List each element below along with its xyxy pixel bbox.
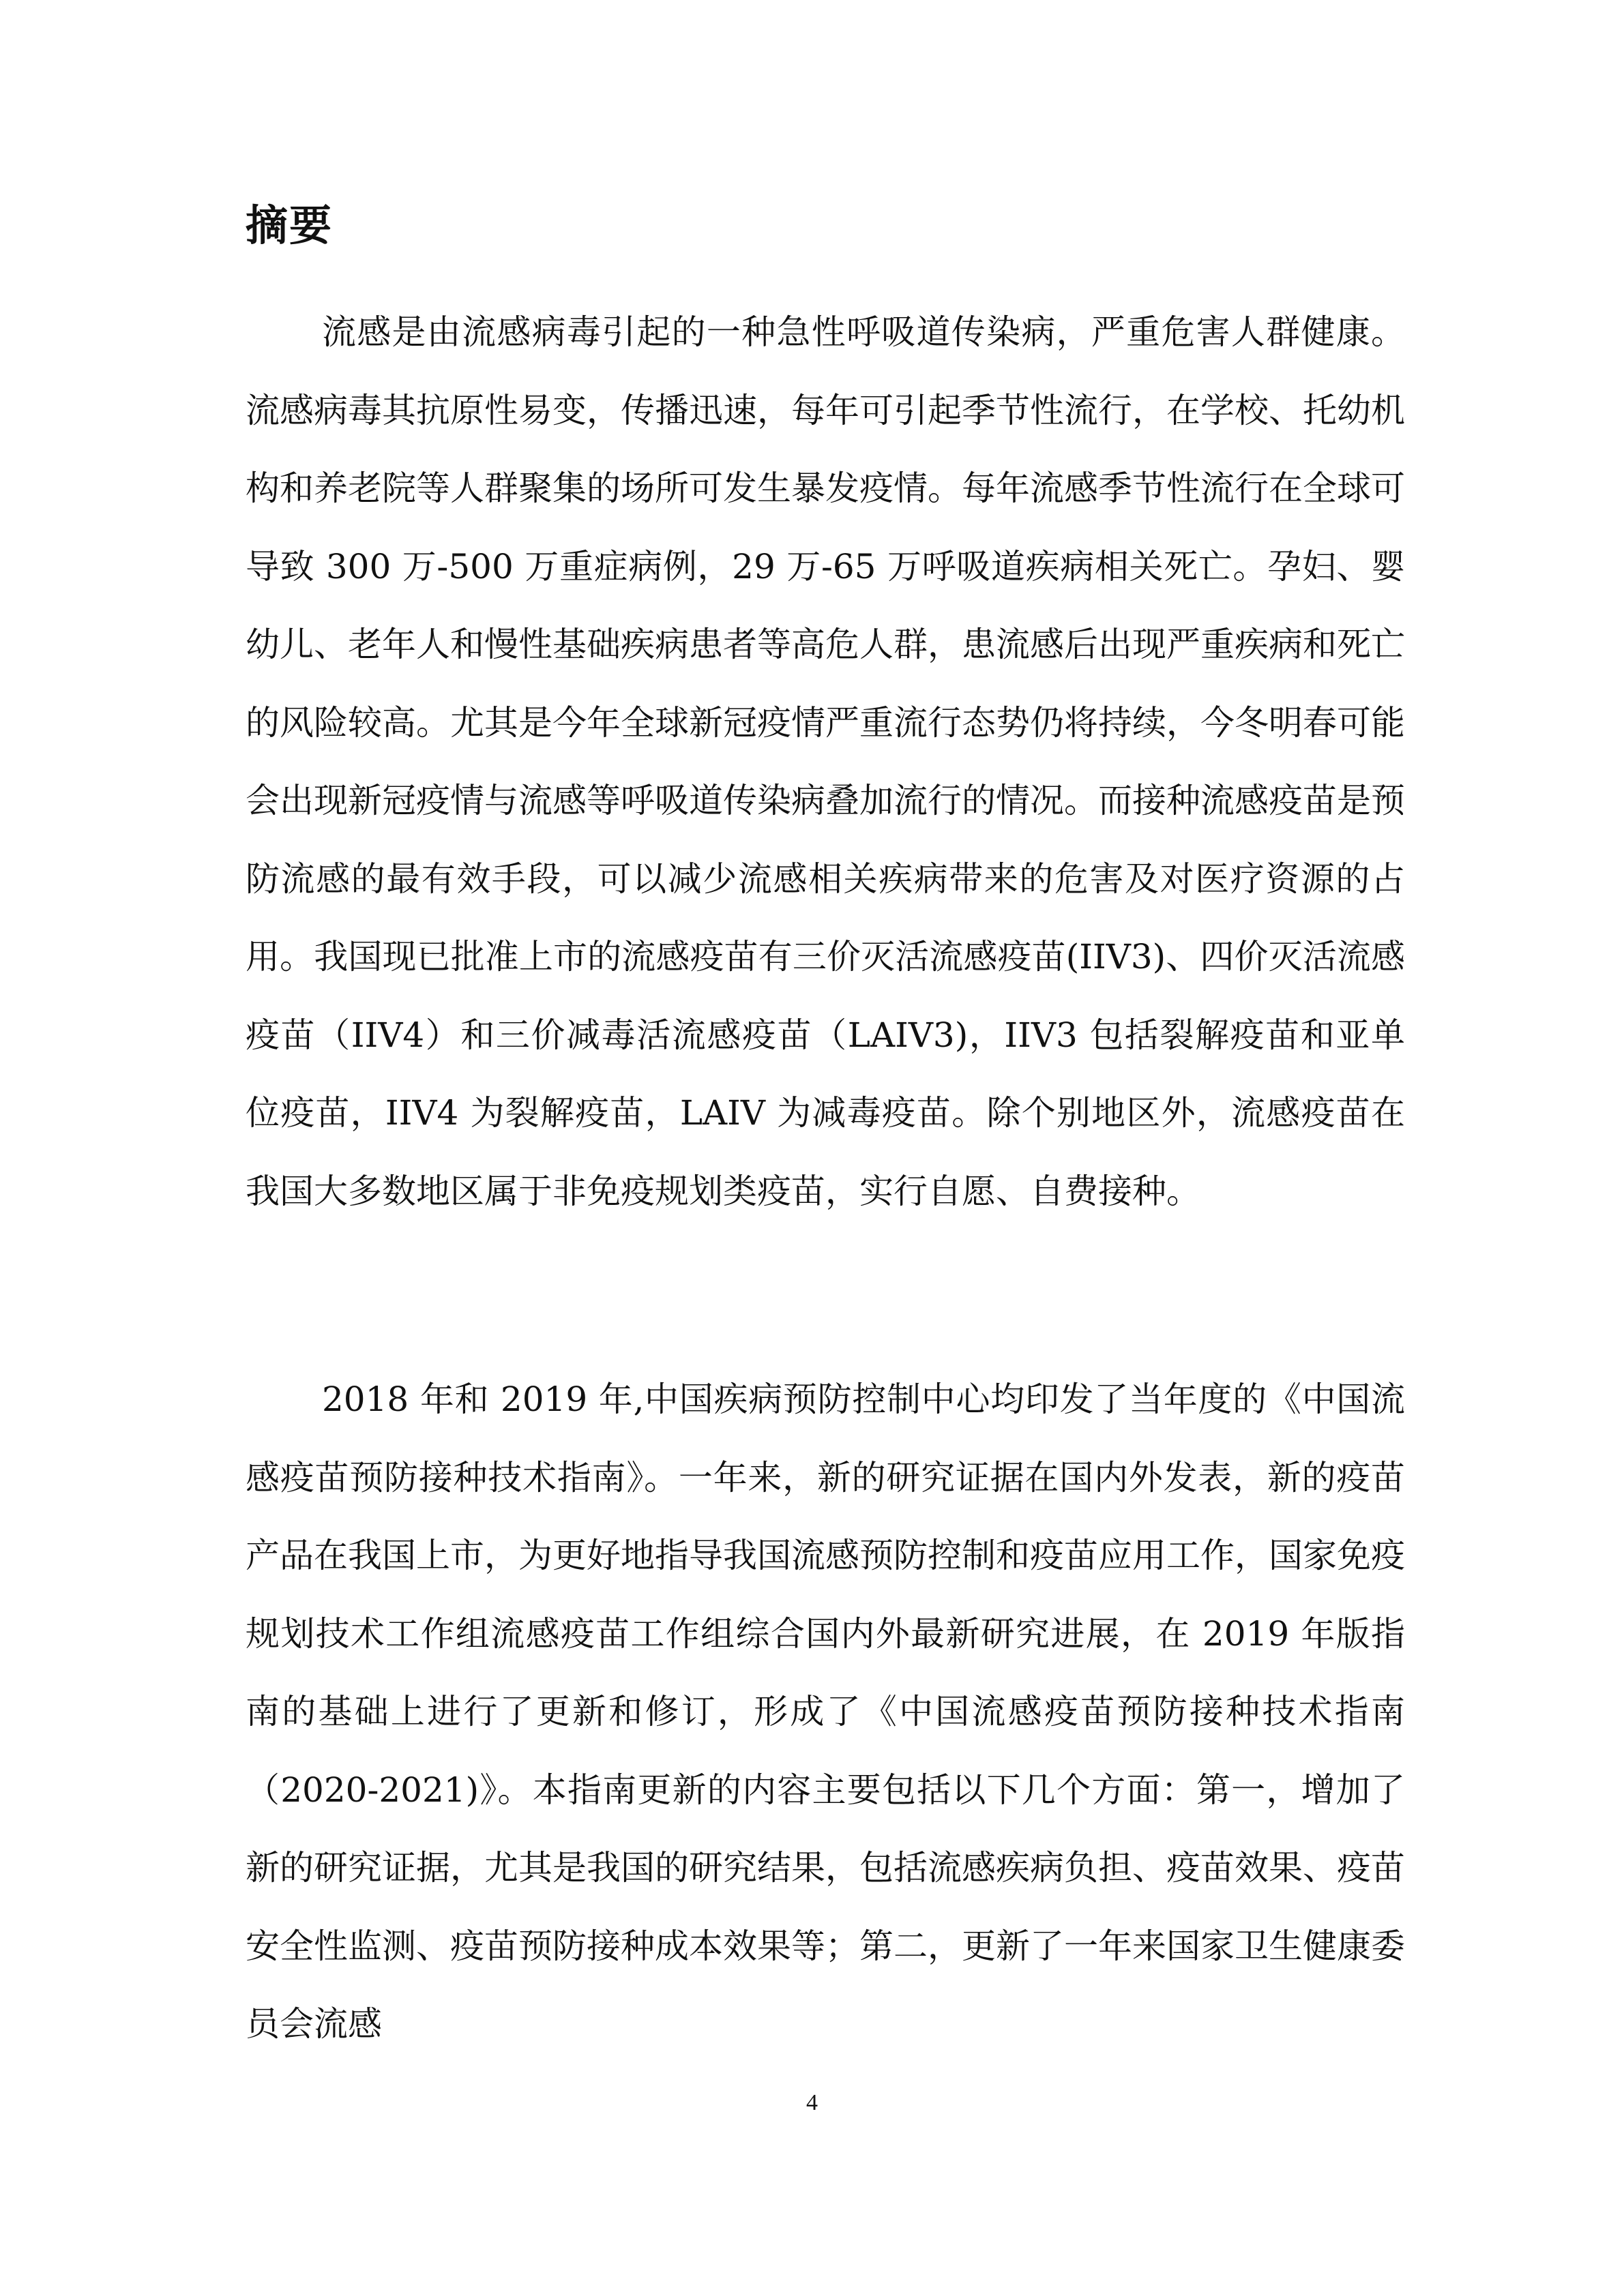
page-number: 4 [806, 2090, 818, 2115]
section-heading: 摘要 [246, 200, 334, 250]
body-paragraph: 流感是由流感病毒引起的一种急性呼吸道传染病，严重危害人群健康。流感病毒其抗原性易变，传播迅速，每年可引起季节性流行，在学校、托幼机构和养老院等人群聚集的场所可发生暴发疫情。每年流感季节性流行在全球可导致 300 万-500 万重症病例，29 万-65 万呼吸道疾病相关死亡。孕妇、婴幼儿、老年人和慢性基础疾病患者等高危人群，患流感后出现严重疾病和死亡的风险较高。尤其是今年全球新冠疫情严重流行态势仍将持续，今冬明春可能会出现新冠疫情与流感等呼吸道传染病叠加流行的情况。而接种流感疫苗是预防流感的最有效手段，可以减少流感相关疾病带来的危害及对医疗资源的占用。我国现已批准上市的流感疫苗有三价灭活流感疫苗(IIV3)、四价灭活流感疫苗（IIV4）和三价减毒活流感疫苗（LAIV3)，IIV3 包括裂解疫苗和亚单位疫苗，IIV4 为裂解疫苗，LAIV 为减毒疫苗。除个别地区外，流感疫苗在我国大多数地区属于非免疫规划类疫苗，实行自愿、自费接种。 [246, 312, 1405, 1211]
body-paragraph: 2018 年和 2019 年,中国疾病预防控制中心均印发了当年度的《中国流感疫苗预防接种技术指南》。一年来，新的研究证据在国内外发表，新的疫苗产品在我国上市，为更好地指导我国流感预防控制和疫苗应用工作，国家免疫规划技术工作组流感疫苗工作组综合国内外最新研究进展，在 2019 年版指南的基础上进行了更新和修订，形成了《中国流感疫苗预防接种技术指南（2020-2021)》。本指南更新的内容主要包括以下几个方面：第一，增加了新的研究证据，尤其是我国的研究结果，包括流感疾病负担、疫苗效果、疫苗安全性监测、疫苗预防接种成本效果等；第二，更新了一年来国家卫生健康委员会流感 [246, 1380, 1405, 2044]
